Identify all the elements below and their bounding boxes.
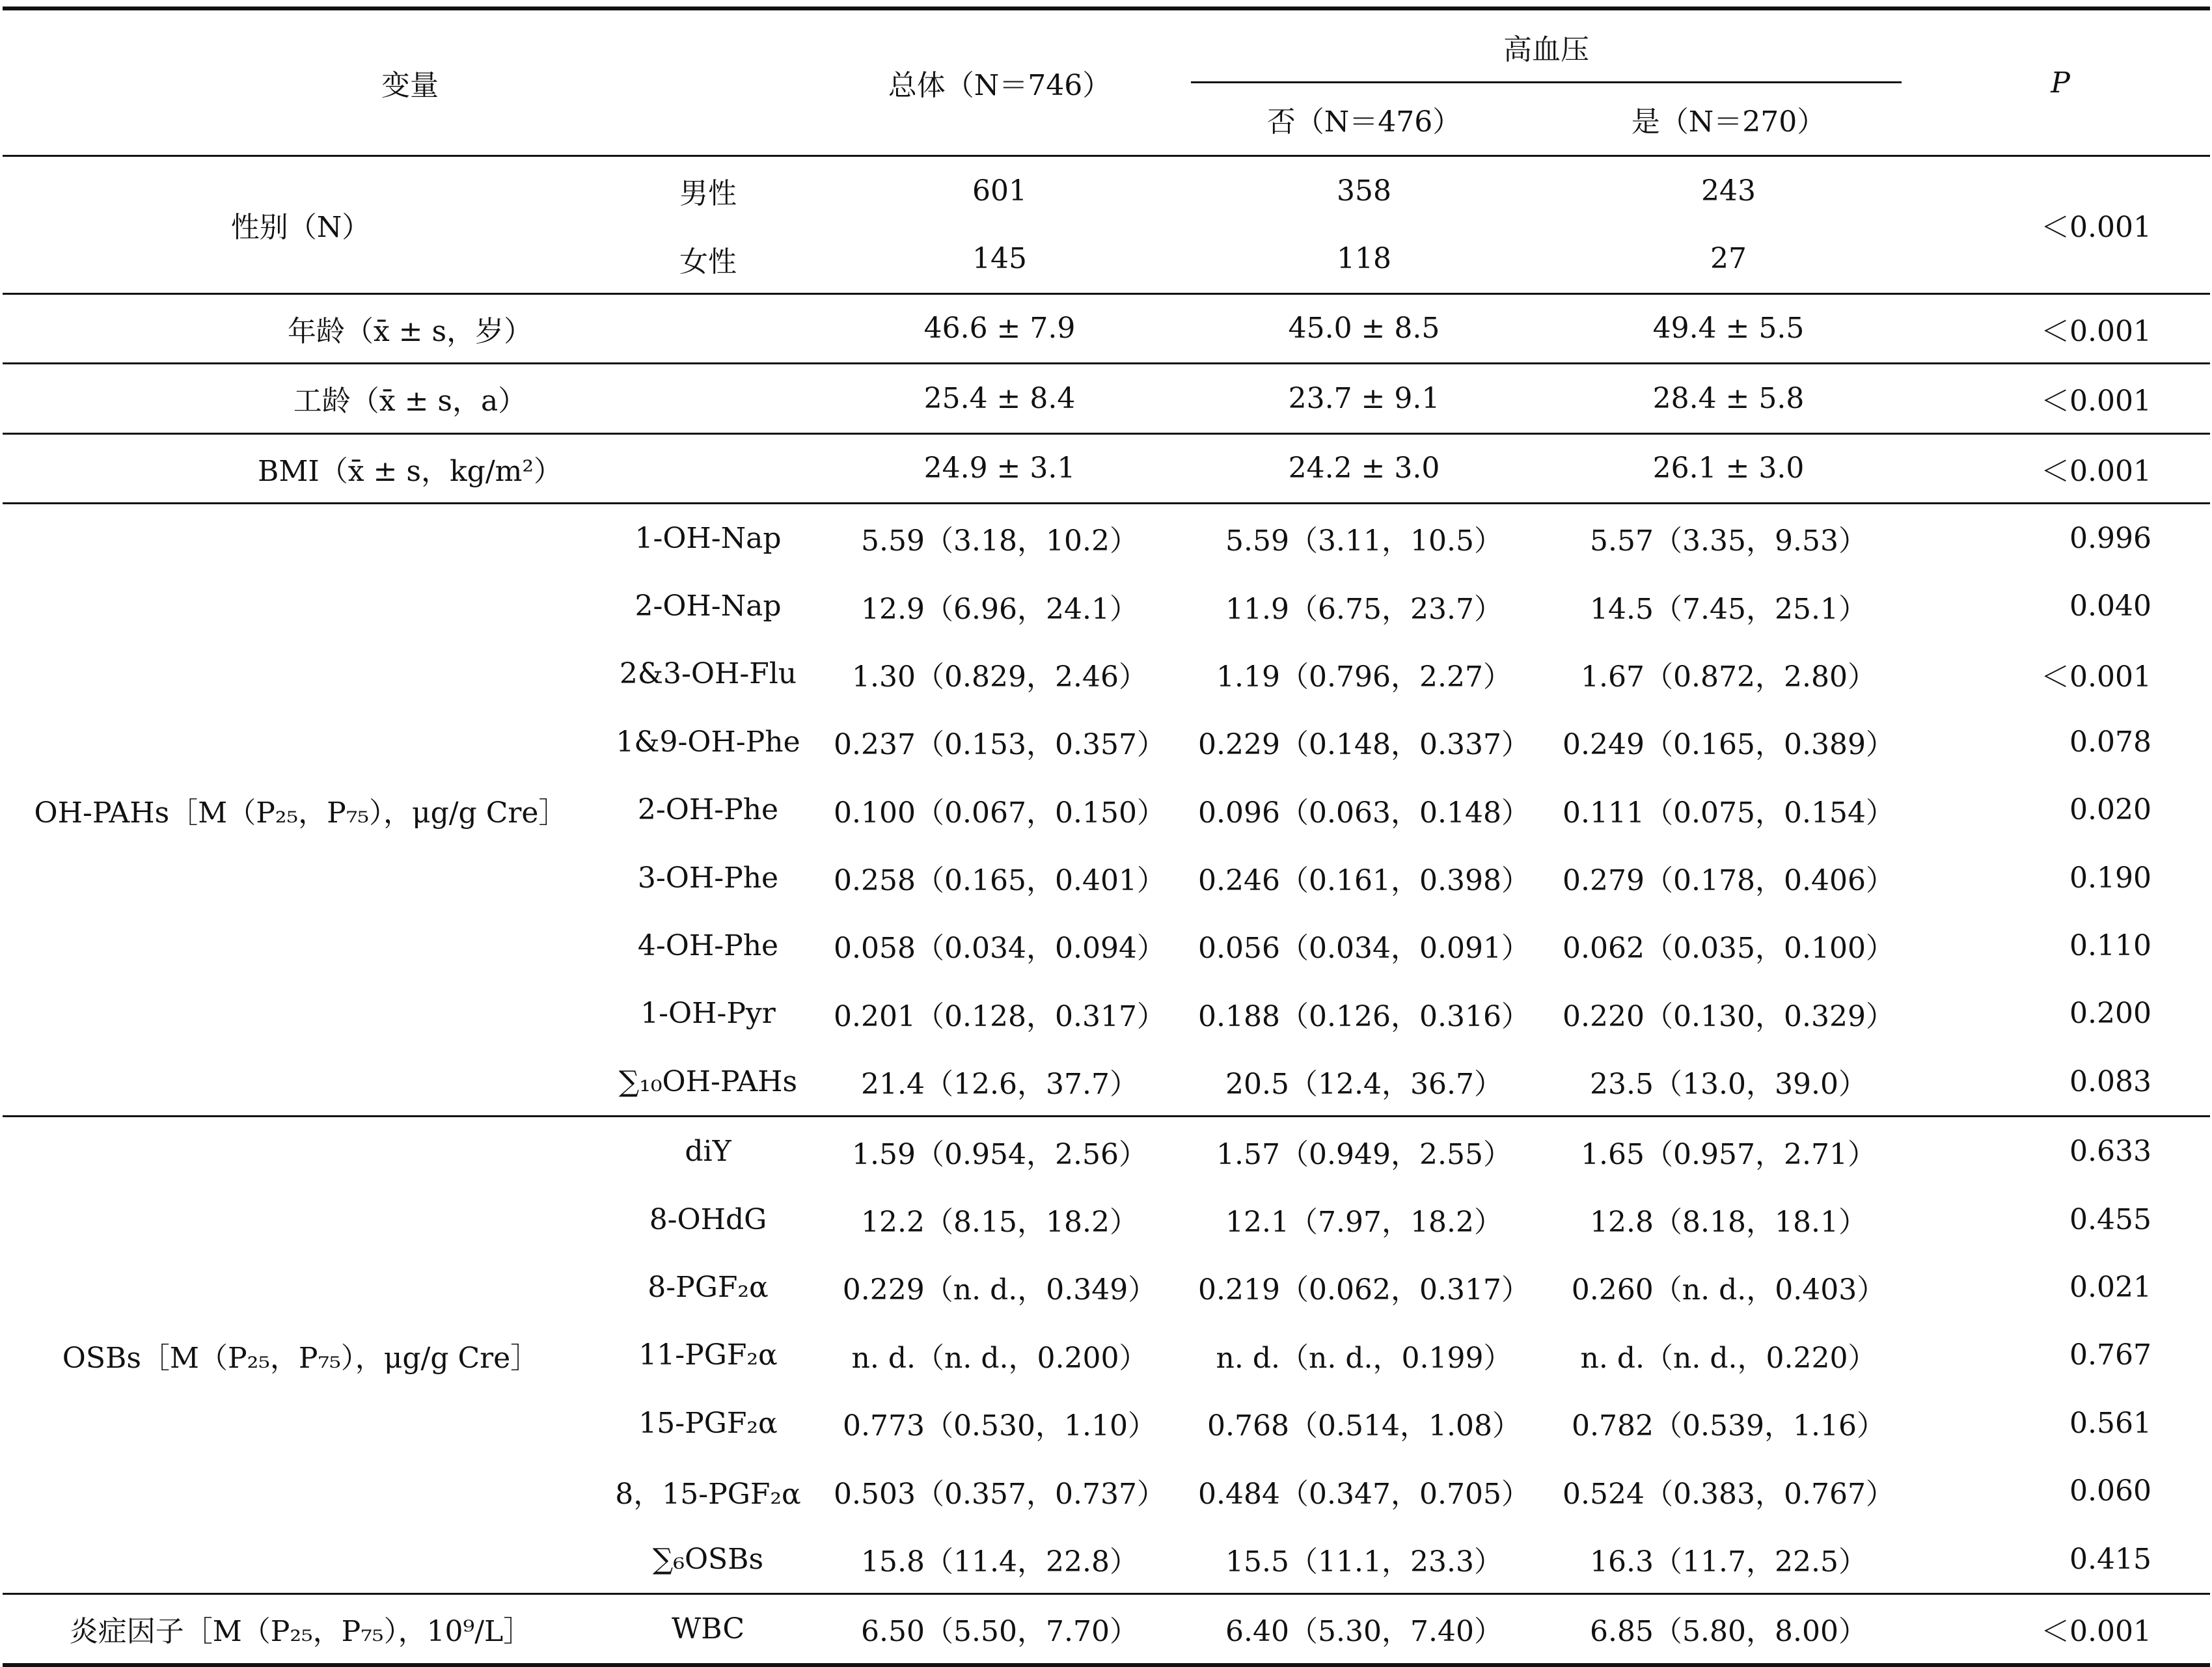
- row-sub: WBC: [599, 1594, 817, 1665]
- cell-yes: 0.782（0.539，1.16）: [1572, 1409, 1885, 1443]
- cell-yes: 0.260（n. d.，0.403）: [1571, 1273, 1886, 1307]
- cell-yes: 0.279（0.178，0.406）: [1563, 864, 1894, 898]
- row-sub: 11-PGF₂α: [638, 1338, 778, 1372]
- row-sub: 1&9-OH-Phe: [616, 725, 800, 759]
- cell-total: 0.100（0.067，0.150）: [834, 796, 1166, 830]
- cell-p: ＜0.001: [1911, 364, 2210, 433]
- cell-p: 0.561: [2069, 1406, 2151, 1440]
- cell-p: ＜0.001: [2041, 660, 2151, 694]
- cell-p: 0.021: [2069, 1270, 2151, 1304]
- row-sub: ∑₁₀OH-PAHs: [618, 1064, 798, 1098]
- cell-no: 20.5（12.4，36.7）: [1225, 1068, 1503, 1102]
- row-sub: ∑₆OSBs: [652, 1542, 764, 1576]
- cell-no: 5.59（3.11，10.5）: [1182, 503, 1546, 572]
- cell-no: 0.484（0.347，0.705）: [1198, 1477, 1530, 1511]
- cell-p: ＜0.001: [1911, 293, 2210, 363]
- cell-p: 0.040: [2069, 590, 2151, 623]
- row-sub: 1-OH-Pyr: [640, 997, 776, 1031]
- cell-p: 0.020: [2069, 793, 2151, 827]
- cell-yes: 5.57（3.35，9.53）: [1546, 503, 1911, 572]
- cell-p: 0.996: [1911, 503, 2210, 572]
- cell-total: 1.59（0.954，2.56）: [817, 1117, 1182, 1186]
- cell-yes: 27: [1710, 242, 1747, 276]
- cell-no: 1.57（0.949，2.55）: [1182, 1117, 1546, 1186]
- cell-p: 0.190: [2069, 861, 2151, 895]
- cell-no: 1.19（0.796，2.27）: [1216, 660, 1512, 694]
- header-hypertension-rule: [1191, 81, 1902, 83]
- row-sub: 2&3-OH-Flu: [619, 657, 797, 691]
- row-sub: 8，15-PGF₂α: [615, 1477, 801, 1511]
- header-total: 总体（N＝746）: [817, 8, 1182, 156]
- cell-yes: 0.111（0.075，0.154）: [1563, 796, 1894, 830]
- cell-total: 601: [817, 156, 1182, 225]
- cell-total: 12.2（8.15，18.2）: [861, 1206, 1138, 1240]
- row-sub: 8-OHdG: [649, 1202, 767, 1236]
- cell-no: 0.219（0.062，0.317）: [1198, 1273, 1530, 1307]
- cell-yes: 1.65（0.957，2.71）: [1546, 1117, 1911, 1186]
- header-p: [1911, 8, 2210, 156]
- cell-yes: 23.5（13.0，39.0）: [1590, 1068, 1867, 1102]
- cell-no: 358: [1182, 156, 1546, 225]
- cell-total: 6.50（5.50，7.70）: [817, 1594, 1182, 1665]
- cell-no: 24.2 ± 3.0: [1182, 433, 1546, 503]
- row-sub-female: 女性: [679, 245, 737, 278]
- cell-no: 11.9（6.75，23.7）: [1225, 592, 1503, 626]
- cell-p: 0.455: [2069, 1202, 2151, 1236]
- cell-no: 0.768（0.514，1.08）: [1207, 1409, 1521, 1443]
- cell-no: 0.056（0.034，0.091）: [1198, 932, 1530, 966]
- cell-no: n. d.（n. d.，0.199）: [1216, 1341, 1512, 1375]
- cell-yes: 28.4 ± 5.8: [1546, 364, 1911, 433]
- cell-p: 0.110: [2069, 928, 2151, 962]
- cell-p: ＜0.001: [1911, 156, 2210, 294]
- cell-total: 24.9 ± 3.1: [817, 433, 1182, 503]
- cell-yes: 6.85（5.80，8.00）: [1546, 1594, 1911, 1665]
- cell-total: 0.773（0.530，1.10）: [843, 1409, 1156, 1443]
- row-sub: 8-PGF₂α: [648, 1270, 769, 1304]
- cell-p: 0.415: [2069, 1542, 2151, 1576]
- cell-total: 0.503（0.357，0.737）: [834, 1477, 1166, 1511]
- cell-yes: 0.220（0.130，0.329）: [1563, 999, 1894, 1033]
- cell-total: 15.8（11.4，22.8）: [861, 1545, 1138, 1579]
- cell-no: 6.40（5.30，7.40）: [1182, 1594, 1546, 1665]
- cell-yes: 14.5（7.45，25.1）: [1590, 592, 1867, 626]
- cell-total: 5.59（3.18，10.2）: [817, 503, 1182, 572]
- row-group-sex: 性别（N）: [3, 156, 599, 294]
- cell-yes: 0.249（0.165，0.389）: [1563, 728, 1894, 762]
- row-group-inflammation: 炎症因子［M（P₂₅，P₇₅），10⁹/L］: [3, 1594, 599, 1665]
- cell-total: 0.229（n. d.，0.349）: [842, 1273, 1157, 1307]
- cell-yes: n. d.（n. d.，0.220）: [1580, 1341, 1877, 1375]
- cell-yes: 12.8（8.18，18.1）: [1590, 1206, 1867, 1240]
- header-hypertension: [1182, 8, 1911, 83]
- cell-yes: 26.1 ± 3.0: [1546, 433, 1911, 503]
- row-group-oh-pahs: OH-PAHs［M（P₂₅，P₇₅），μg/g Cre］: [3, 503, 599, 1117]
- row-sub: 3-OH-Phe: [637, 861, 779, 895]
- cell-yes: 0.062（0.035，0.100）: [1563, 932, 1894, 966]
- cell-yes: 1.67（0.872，2.80）: [1581, 660, 1876, 694]
- row-group-osbs: OSBs［M（P₂₅，P₇₅），μg/g Cre］: [3, 1117, 599, 1594]
- header-hypertension-label: 高血压: [1503, 33, 1589, 66]
- cell-no: 0.246（0.161，0.398）: [1198, 864, 1530, 898]
- cell-yes: 49.4 ± 5.5: [1546, 293, 1911, 363]
- cell-no: 118: [1337, 242, 1391, 276]
- cell-p: ＜0.001: [1911, 1594, 2210, 1665]
- row-group-age: 年龄（x̄ ± s，岁）: [3, 293, 817, 363]
- cell-p: 0.767: [2069, 1338, 2151, 1372]
- cell-p: 0.633: [1911, 1117, 2210, 1186]
- cell-p: ＜0.001: [1911, 433, 2210, 503]
- cell-total: 145: [972, 242, 1027, 276]
- row-sub-male: 男性: [599, 156, 817, 225]
- cell-no: 0.188（0.126，0.316）: [1198, 999, 1530, 1033]
- cell-p: 0.083: [2069, 1064, 2151, 1098]
- cell-yes: 243: [1546, 156, 1911, 225]
- hypertension-characteristics-table: [3, 7, 2210, 1667]
- cell-yes: 16.3（11.7，22.5）: [1590, 1545, 1867, 1579]
- header-p-label: P: [2051, 66, 2070, 100]
- row-sub: diY: [599, 1117, 817, 1186]
- cell-total: 12.9（6.96，24.1）: [861, 592, 1138, 626]
- header-variable: 变量: [3, 8, 817, 156]
- row-sub: 2-OH-Phe: [637, 793, 779, 827]
- row-sub: 15-PGF₂α: [638, 1406, 778, 1440]
- cell-total: n. d.（n. d.，0.200）: [851, 1341, 1148, 1375]
- cell-p: 0.078: [2069, 725, 2151, 759]
- cell-total: 0.237（0.153，0.357）: [834, 728, 1166, 762]
- cell-total: 0.258（0.165，0.401）: [834, 864, 1166, 898]
- cell-p: 0.200: [2069, 997, 2151, 1031]
- cell-total: 21.4（12.6，37.7）: [861, 1068, 1138, 1102]
- cell-no: 0.096（0.063，0.148）: [1198, 796, 1530, 830]
- cell-total: 0.058（0.034，0.094）: [834, 932, 1166, 966]
- cell-no: 0.229（0.148，0.337）: [1198, 728, 1530, 762]
- header-yes: 是（N＝270）: [1631, 105, 1826, 139]
- cell-p: 0.060: [2069, 1474, 2151, 1508]
- header-no: 否（N＝476）: [1266, 105, 1462, 139]
- cell-no: 15.5（11.1，23.3）: [1225, 1545, 1503, 1579]
- cell-total: 46.6 ± 7.9: [817, 293, 1182, 363]
- row-sub: 2-OH-Nap: [635, 590, 782, 623]
- row-group-working-years: 工龄（x̄ ± s，a）: [3, 364, 817, 433]
- cell-no: 45.0 ± 8.5: [1182, 293, 1546, 363]
- row-group-bmi: BMI（x̄ ± s，kg/m²）: [3, 433, 817, 503]
- row-sub: 4-OH-Phe: [637, 928, 779, 962]
- cell-total: 25.4 ± 8.4: [817, 364, 1182, 433]
- cell-total: 1.30（0.829，2.46）: [852, 660, 1147, 694]
- row-sub: 1-OH-Nap: [599, 503, 817, 572]
- cell-no: 12.1（7.97，18.2）: [1225, 1206, 1503, 1240]
- cell-yes: 0.524（0.383，0.767）: [1563, 1477, 1894, 1511]
- cell-total: 0.201（0.128，0.317）: [834, 999, 1166, 1033]
- cell-no: 23.7 ± 9.1: [1182, 364, 1546, 433]
- data-table-container: [3, 7, 2210, 1667]
